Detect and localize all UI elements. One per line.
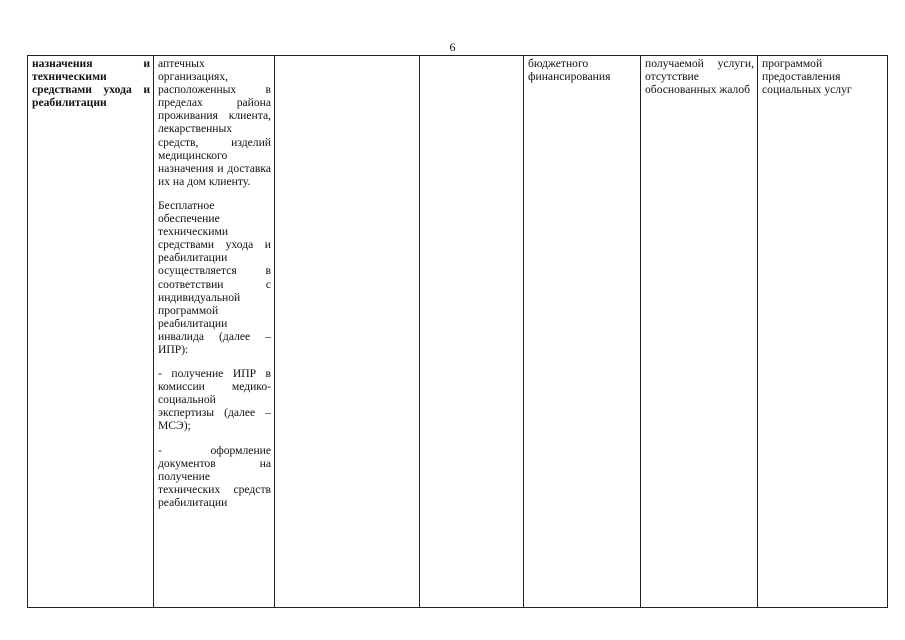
- description-paragraph: - оформление документов на получение технических средств реабилитации: [158, 443, 271, 509]
- services-table: [27, 55, 888, 608]
- table-row: [28, 56, 888, 608]
- program-cell: программой предоставления социальных услуг: [758, 56, 888, 608]
- quality-criteria-cell: получаемой услуги, отсутствие обоснованных жалоб: [641, 56, 758, 608]
- description-paragraph: - получение ИПР в комиссии медико-социальной экспертизы (далее – МСЭ);: [158, 367, 271, 433]
- empty-cell: [420, 56, 524, 608]
- service-description-cell: [154, 56, 275, 608]
- service-name-cell: назначения и техническими средствами ухода и реабилитации: [28, 56, 154, 608]
- page-number: 6: [449, 40, 456, 54]
- empty-cell: [275, 56, 420, 608]
- financing-cell: бюджетного финансирования: [524, 56, 641, 608]
- description-paragraph: аптечных организациях, расположенных в пределах района проживания клиента, лекарственных средств, изделий медицинского назначения и доставка их на дом клиенту.: [158, 57, 271, 188]
- description-paragraph: Бесплатное обеспечение техническими средствами ухода и реабилитации осуществляется в соответствии с индивидуальной программой реабилитации инвалида (далее – ИПР):: [158, 198, 271, 356]
